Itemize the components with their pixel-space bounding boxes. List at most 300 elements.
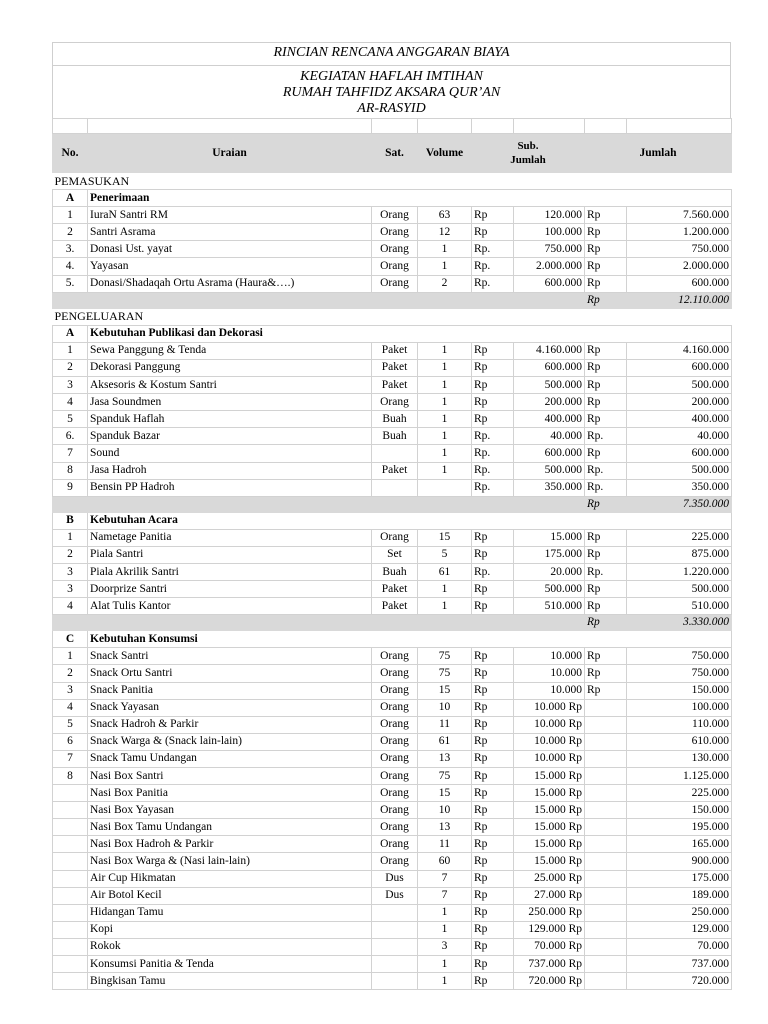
category-code: A: [53, 190, 88, 207]
category-name: Penerimaan: [88, 190, 732, 207]
row-total-amount: 900.000: [627, 853, 732, 870]
row-sub-amount: 15.000 Rp: [514, 802, 585, 819]
total-spacer: [372, 496, 418, 512]
row-description: Spanduk Bazar: [88, 428, 372, 445]
table-row: [53, 275, 732, 292]
row-total-currency: Rp: [585, 275, 627, 292]
row-volume: 12: [418, 224, 472, 241]
row-unit: Orang: [372, 224, 418, 241]
row-sub-amount: 15.000 Rp: [514, 853, 585, 870]
header-row: [53, 134, 732, 173]
row-number: 2: [53, 665, 88, 682]
row-description: Doorprize Santri: [88, 581, 372, 598]
row-total-currency: Rp: [585, 394, 627, 411]
table-row: [53, 665, 732, 682]
row-unit: [372, 973, 418, 990]
row-total-currency: [585, 956, 627, 973]
table-row: [53, 546, 732, 563]
row-total-currency: Rp.: [585, 479, 627, 496]
row-sub-currency: Rp: [472, 750, 514, 767]
row-sub-currency: Rp: [472, 768, 514, 785]
row-sub-amount: 500.000: [514, 377, 585, 394]
row-number: 1: [53, 342, 88, 359]
row-total-currency: Rp: [585, 241, 627, 258]
group-total-currency: Rp: [585, 496, 627, 512]
row-unit: Orang: [372, 733, 418, 750]
category-row: [53, 325, 732, 342]
row-description: Snack Warga & (Snack lain-lain): [88, 733, 372, 750]
title-line-3: RUMAH TAHFIDZ AKSARA QUR’AN: [282, 85, 501, 100]
row-sub-currency: Rp.: [472, 445, 514, 462]
row-number: 5: [53, 716, 88, 733]
row-volume: 7: [418, 887, 472, 904]
header-sub-jumlah: [472, 134, 585, 173]
row-total-amount: 110.000: [627, 716, 732, 733]
row-sub-amount: 4.160.000: [514, 342, 585, 359]
row-unit: Buah: [372, 563, 418, 580]
row-unit: Orang: [372, 258, 418, 275]
total-spacer: [472, 292, 514, 308]
row-sub-currency: Rp.: [472, 462, 514, 479]
row-description: Sound: [88, 445, 372, 462]
row-sub-currency: Rp: [472, 802, 514, 819]
table-row: [53, 785, 732, 802]
row-total-amount: 500.000: [627, 377, 732, 394]
row-sub-currency: Rp: [472, 870, 514, 887]
row-unit: [372, 956, 418, 973]
row-number: 3: [53, 563, 88, 580]
row-sub-amount: 600.000: [514, 275, 585, 292]
row-volume: 75: [418, 648, 472, 665]
row-number: 4: [53, 699, 88, 716]
row-sub-currency: Rp.: [472, 258, 514, 275]
row-unit: Paket: [372, 342, 418, 359]
row-description: Snack Panitia: [88, 682, 372, 699]
row-number: [53, 870, 88, 887]
row-total-currency: [585, 733, 627, 750]
row-total-currency: [585, 887, 627, 904]
row-sub-currency: Rp: [472, 581, 514, 598]
table-row: [53, 853, 732, 870]
row-sub-amount: 20.000: [514, 563, 585, 580]
row-unit: Orang: [372, 207, 418, 224]
row-description: Jasa Hadroh: [88, 462, 372, 479]
row-total-currency: [585, 750, 627, 767]
row-description: Sewa Panggung & Tenda: [88, 342, 372, 359]
row-number: [53, 973, 88, 990]
row-total-currency: Rp: [585, 581, 627, 598]
row-sub-currency: Rp: [472, 682, 514, 699]
row-volume: 61: [418, 563, 472, 580]
row-description: Nasi Box Yayasan: [88, 802, 372, 819]
row-number: 1: [53, 207, 88, 224]
row-volume: 60: [418, 853, 472, 870]
row-number: 3: [53, 682, 88, 699]
row-sub-amount: 70.000 Rp: [514, 938, 585, 955]
row-sub-currency: Rp: [472, 394, 514, 411]
row-total-currency: Rp: [585, 224, 627, 241]
row-sub-currency: Rp: [472, 546, 514, 563]
row-volume: 1: [418, 462, 472, 479]
header-no: No.: [53, 134, 88, 173]
table-row: [53, 802, 732, 819]
group-total-row: [53, 496, 732, 512]
row-description: Air Cup Hikmatan: [88, 870, 372, 887]
row-volume: 1: [418, 377, 472, 394]
table-row: [53, 750, 732, 767]
row-volume: 13: [418, 819, 472, 836]
row-total-currency: Rp: [585, 207, 627, 224]
row-description: Nasi Box Santri: [88, 768, 372, 785]
row-total-amount: 400.000: [627, 411, 732, 428]
row-number: 4: [53, 394, 88, 411]
header-volume: Volume: [418, 134, 472, 173]
row-total-currency: [585, 870, 627, 887]
row-volume: 1: [418, 411, 472, 428]
table-row: [53, 598, 732, 615]
row-unit: Orang: [372, 785, 418, 802]
row-sub-amount: 400.000: [514, 411, 585, 428]
row-volume: 3: [418, 938, 472, 955]
row-sub-amount: 27.000 Rp: [514, 887, 585, 904]
row-total-amount: 165.000: [627, 836, 732, 853]
row-unit: Orang: [372, 853, 418, 870]
total-spacer: [88, 496, 372, 512]
row-total-amount: 500.000: [627, 462, 732, 479]
table-row: [53, 887, 732, 904]
row-sub-currency: Rp: [472, 665, 514, 682]
row-total-currency: Rp: [585, 529, 627, 546]
row-unit: Orang: [372, 529, 418, 546]
table-row: [53, 462, 732, 479]
row-number: [53, 938, 88, 955]
row-sub-currency: Rp: [472, 411, 514, 428]
row-total-currency: [585, 819, 627, 836]
row-sub-amount: 40.000: [514, 428, 585, 445]
row-volume: 1: [418, 241, 472, 258]
row-sub-currency: Rp: [472, 648, 514, 665]
row-unit: Orang: [372, 648, 418, 665]
title-line-1: RINCIAN RENCANA ANGGARAN BIAYA: [53, 43, 730, 66]
row-total-amount: 1.200.000: [627, 224, 732, 241]
row-volume: 7: [418, 870, 472, 887]
table-row: [53, 870, 732, 887]
total-spacer: [53, 292, 88, 308]
row-volume: 2: [418, 275, 472, 292]
row-number: 5: [53, 411, 88, 428]
row-description: Nasi Box Panitia: [88, 785, 372, 802]
table-row: [53, 938, 732, 955]
row-total-currency: [585, 973, 627, 990]
row-sub-currency: Rp: [472, 887, 514, 904]
total-spacer: [514, 292, 585, 308]
total-spacer: [372, 292, 418, 308]
row-description: Kopi: [88, 921, 372, 938]
category-code: C: [53, 631, 88, 648]
row-total-amount: 195.000: [627, 819, 732, 836]
row-volume: 1: [418, 342, 472, 359]
category-row: [53, 631, 732, 648]
row-number: [53, 785, 88, 802]
row-sub-amount: 15.000 Rp: [514, 836, 585, 853]
row-description: Snack Yayasan: [88, 699, 372, 716]
row-sub-amount: 15.000 Rp: [514, 785, 585, 802]
row-total-amount: 250.000: [627, 904, 732, 921]
row-volume: [418, 479, 472, 496]
section-row: [53, 173, 732, 190]
row-volume: 10: [418, 802, 472, 819]
row-total-currency: Rp: [585, 258, 627, 275]
row-description: Piala Santri: [88, 546, 372, 563]
row-number: 5.: [53, 275, 88, 292]
table-row: [53, 904, 732, 921]
total-spacer: [472, 496, 514, 512]
row-sub-amount: 10.000: [514, 648, 585, 665]
row-total-amount: 750.000: [627, 648, 732, 665]
row-description: Piala Akrilik Santri: [88, 563, 372, 580]
category-code: B: [53, 512, 88, 529]
row-sub-amount: 200.000: [514, 394, 585, 411]
row-description: Air Botol Kecil: [88, 887, 372, 904]
row-total-amount: 600.000: [627, 275, 732, 292]
row-sub-currency: Rp: [472, 904, 514, 921]
table-row: [53, 224, 732, 241]
row-total-currency: [585, 921, 627, 938]
row-total-currency: Rp: [585, 648, 627, 665]
row-unit: Paket: [372, 462, 418, 479]
table-row: [53, 581, 732, 598]
table-row: [53, 836, 732, 853]
row-sub-amount: 10.000 Rp: [514, 699, 585, 716]
total-spacer: [514, 496, 585, 512]
row-volume: 1: [418, 258, 472, 275]
table-row: [53, 428, 732, 445]
row-total-currency: [585, 836, 627, 853]
row-volume: 11: [418, 836, 472, 853]
row-sub-currency: Rp: [472, 342, 514, 359]
row-sub-amount: 720.000 Rp: [514, 973, 585, 990]
row-sub-currency: Rp.: [472, 275, 514, 292]
row-description: Donasi/Shadaqah Ortu Asrama (Haura&….): [88, 275, 372, 292]
row-volume: 11: [418, 716, 472, 733]
row-number: [53, 819, 88, 836]
table-row: [53, 768, 732, 785]
row-description: Jasa Soundmen: [88, 394, 372, 411]
row-unit: Orang: [372, 750, 418, 767]
row-number: 2: [53, 224, 88, 241]
row-total-amount: 4.160.000: [627, 342, 732, 359]
row-total-currency: Rp: [585, 377, 627, 394]
table-row: [53, 377, 732, 394]
row-total-amount: 600.000: [627, 359, 732, 376]
row-sub-currency: Rp: [472, 699, 514, 716]
row-unit: Orang: [372, 819, 418, 836]
row-total-amount: 720.000: [627, 973, 732, 990]
row-total-amount: 875.000: [627, 546, 732, 563]
row-total-amount: 2.000.000: [627, 258, 732, 275]
row-unit: Dus: [372, 887, 418, 904]
row-total-currency: [585, 716, 627, 733]
row-description: Nasi Box Warga & (Nasi lain-lain): [88, 853, 372, 870]
row-unit: [372, 938, 418, 955]
total-spacer: [53, 615, 88, 631]
row-total-currency: [585, 802, 627, 819]
row-unit: Orang: [372, 241, 418, 258]
row-description: Hidangan Tamu: [88, 904, 372, 921]
row-sub-amount: 120.000: [514, 207, 585, 224]
row-number: 3.: [53, 241, 88, 258]
row-sub-amount: 510.000: [514, 598, 585, 615]
row-description: Bensin PP Hadroh: [88, 479, 372, 496]
header-uraian: Uraian: [88, 134, 372, 173]
row-total-amount: 100.000: [627, 699, 732, 716]
row-total-currency: Rp: [585, 598, 627, 615]
row-volume: 15: [418, 785, 472, 802]
row-volume: 5: [418, 546, 472, 563]
row-sub-amount: 10.000 Rp: [514, 716, 585, 733]
row-sub-amount: 15.000: [514, 529, 585, 546]
row-number: 6.: [53, 428, 88, 445]
category-code: A: [53, 325, 88, 342]
group-total-row: [53, 615, 732, 631]
row-description: Snack Santri: [88, 648, 372, 665]
row-sub-amount: 15.000 Rp: [514, 819, 585, 836]
row-sub-currency: Rp: [472, 733, 514, 750]
row-number: 8: [53, 768, 88, 785]
row-sub-amount: 600.000: [514, 359, 585, 376]
title-line-4: AR-RASYID: [357, 101, 426, 116]
row-unit: Paket: [372, 377, 418, 394]
table-row: [53, 973, 732, 990]
table-row: [53, 359, 732, 376]
section-title: PEMASUKAN: [53, 173, 732, 190]
row-description: Nasi Box Hadroh & Parkir: [88, 836, 372, 853]
row-sub-currency: Rp.: [472, 479, 514, 496]
title-line-2: KEGIATAN HAFLAH IMTIHAN: [300, 69, 483, 84]
row-sub-amount: 10.000 Rp: [514, 733, 585, 750]
row-sub-amount: 175.000: [514, 546, 585, 563]
budget-sheet: [52, 42, 731, 990]
category-name: Kebutuhan Publikasi dan Dekorasi: [88, 325, 732, 342]
row-unit: Paket: [372, 598, 418, 615]
row-total-amount: 750.000: [627, 241, 732, 258]
row-sub-currency: Rp: [472, 973, 514, 990]
row-sub-currency: Rp: [472, 207, 514, 224]
row-volume: 61: [418, 733, 472, 750]
row-total-amount: 189.000: [627, 887, 732, 904]
row-sub-amount: 737.000 Rp: [514, 956, 585, 973]
row-sub-amount: 600.000: [514, 445, 585, 462]
row-volume: 1: [418, 445, 472, 462]
row-total-amount: 600.000: [627, 445, 732, 462]
row-description: Santri Asrama: [88, 224, 372, 241]
group-total-amount: 12.110.000: [627, 292, 732, 308]
row-number: 3: [53, 377, 88, 394]
group-total-amount: 3.330.000: [627, 615, 732, 631]
table-row: [53, 394, 732, 411]
row-sub-amount: 10.000 Rp: [514, 750, 585, 767]
row-sub-currency: Rp: [472, 921, 514, 938]
row-description: Snack Ortu Santri: [88, 665, 372, 682]
row-sub-amount: 129.000 Rp: [514, 921, 585, 938]
row-sub-currency: Rp: [472, 836, 514, 853]
row-total-amount: 610.000: [627, 733, 732, 750]
row-total-amount: 1.125.000: [627, 768, 732, 785]
row-volume: 1: [418, 394, 472, 411]
row-number: 7: [53, 750, 88, 767]
row-volume: 1: [418, 428, 472, 445]
row-volume: 1: [418, 581, 472, 598]
row-unit: Orang: [372, 665, 418, 682]
row-total-currency: [585, 938, 627, 955]
row-sub-currency: Rp: [472, 598, 514, 615]
row-description: Alat Tulis Kantor: [88, 598, 372, 615]
row-sub-currency: Rp.: [472, 428, 514, 445]
row-sub-amount: 750.000: [514, 241, 585, 258]
row-unit: Buah: [372, 411, 418, 428]
row-unit: [372, 921, 418, 938]
table-row: [53, 648, 732, 665]
row-unit: Buah: [372, 428, 418, 445]
row-total-currency: Rp: [585, 359, 627, 376]
row-total-amount: 150.000: [627, 682, 732, 699]
row-description: IuraN Santri RM: [88, 207, 372, 224]
total-spacer: [53, 496, 88, 512]
section-row: [53, 308, 732, 325]
table-row: [53, 207, 732, 224]
row-unit: Dus: [372, 870, 418, 887]
row-unit: Orang: [372, 699, 418, 716]
row-total-amount: 129.000: [627, 921, 732, 938]
total-spacer: [88, 615, 372, 631]
table-row: [53, 342, 732, 359]
document-title: [52, 42, 731, 118]
total-spacer: [372, 615, 418, 631]
group-total-amount: 7.350.000: [627, 496, 732, 512]
row-number: [53, 836, 88, 853]
row-unit: Orang: [372, 682, 418, 699]
header-sub-top: Sub.: [517, 140, 539, 152]
row-unit: Paket: [372, 359, 418, 376]
row-sub-currency: Rp.: [472, 563, 514, 580]
category-name: Kebutuhan Konsumsi: [88, 631, 732, 648]
header-sat: Sat.: [372, 134, 418, 173]
row-total-currency: Rp.: [585, 563, 627, 580]
row-description: Aksesoris & Kostum Santri: [88, 377, 372, 394]
header-sub-bottom: Jumlah: [510, 154, 546, 166]
total-spacer: [418, 292, 472, 308]
row-total-amount: 40.000: [627, 428, 732, 445]
row-total-amount: 1.220.000: [627, 563, 732, 580]
table-row: [53, 921, 732, 938]
row-unit: Orang: [372, 716, 418, 733]
row-description: Snack Tamu Undangan: [88, 750, 372, 767]
row-volume: 1: [418, 921, 472, 938]
row-total-currency: Rp: [585, 682, 627, 699]
row-description: Snack Hadroh & Parkir: [88, 716, 372, 733]
row-sub-amount: 500.000: [514, 462, 585, 479]
row-sub-amount: 2.000.000: [514, 258, 585, 275]
row-total-currency: Rp.: [585, 462, 627, 479]
category-name: Kebutuhan Acara: [88, 512, 732, 529]
row-description: Dekorasi Panggung: [88, 359, 372, 376]
row-description: Rokok: [88, 938, 372, 955]
table-row: [53, 411, 732, 428]
row-sub-amount: 250.000 Rp: [514, 904, 585, 921]
row-unit: Orang: [372, 802, 418, 819]
row-total-amount: 750.000: [627, 665, 732, 682]
row-total-currency: Rp: [585, 445, 627, 462]
